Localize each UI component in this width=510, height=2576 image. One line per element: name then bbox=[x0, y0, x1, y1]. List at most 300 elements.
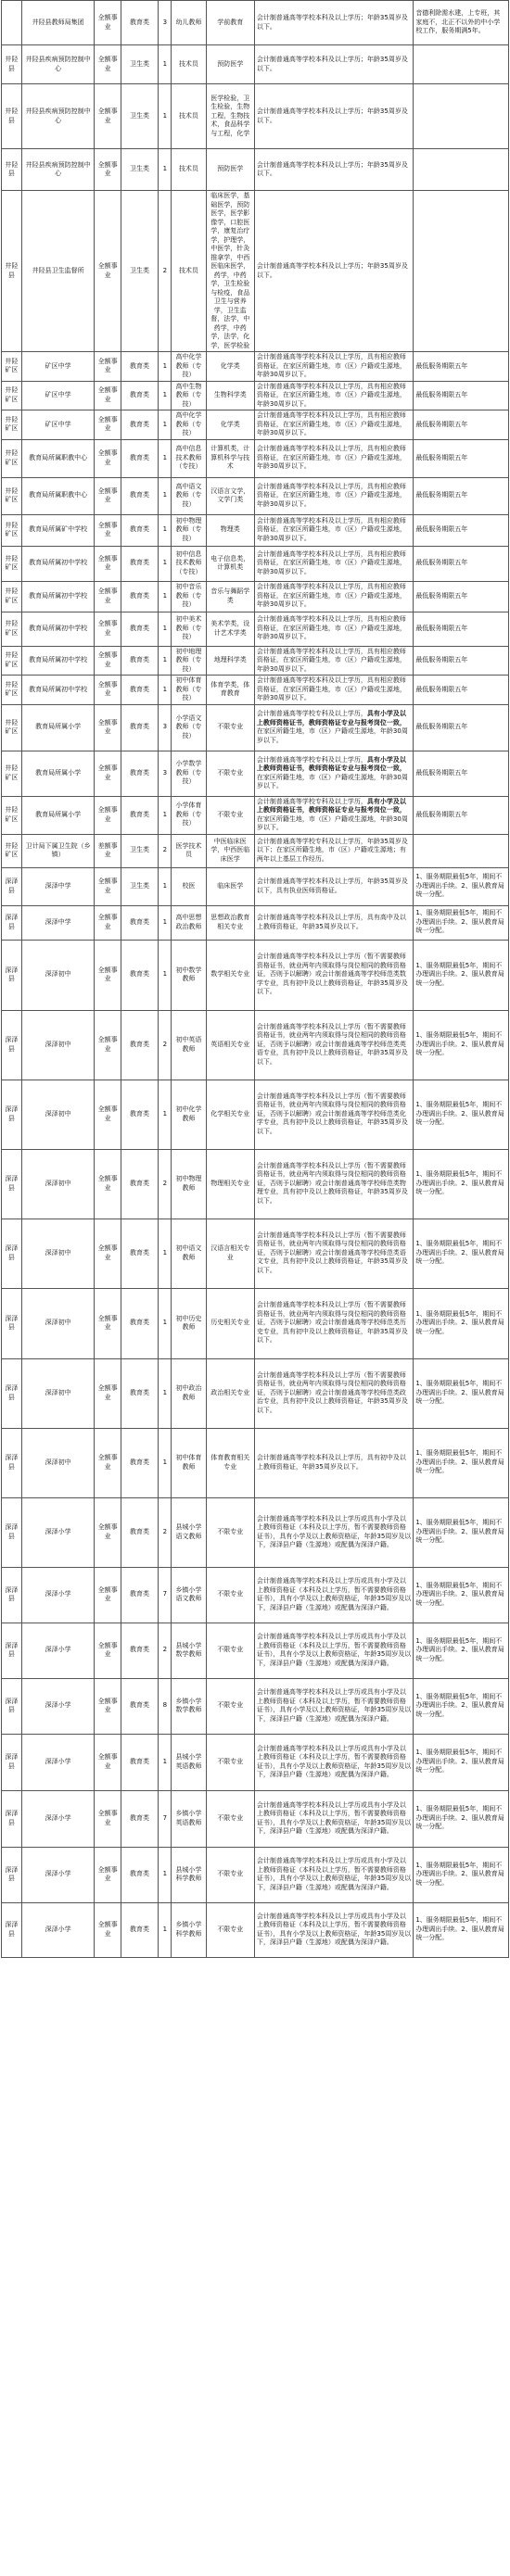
table-row bbox=[2, 796, 509, 834]
cell-nature: 全额事业 bbox=[95, 1288, 121, 1358]
cell-num: 2 bbox=[159, 191, 172, 352]
cell-cond bbox=[254, 751, 413, 796]
cell-note: 1、服务期限最低5年，期间不办理调出手续。2、服从教育局统一分配。 bbox=[414, 1790, 509, 1847]
table-row bbox=[2, 477, 509, 514]
cell-unit: 矿区中学 bbox=[21, 381, 95, 410]
cond-text: 会计制普通高等学校本科及以上学历，具有初中及以上教师资格证，年龄35周岁及以下。 bbox=[256, 1454, 406, 1471]
cell-major: 数学相关专业 bbox=[206, 940, 254, 1010]
cell-cond bbox=[254, 676, 413, 705]
cell-region: 深泽县 bbox=[2, 905, 22, 940]
cell-major: 不限专业 bbox=[206, 1623, 254, 1678]
cell-major: 化学类 bbox=[206, 352, 254, 382]
cell-category: 教育类 bbox=[121, 1149, 158, 1219]
cell-major: 物理类 bbox=[206, 514, 254, 546]
cell-region: 深泽县 bbox=[2, 1219, 22, 1288]
cell-note: 1、服务期限最低5年，期间不办理调出手续。2、服从教育局统一分配。 bbox=[414, 1428, 509, 1497]
table-row bbox=[2, 1623, 509, 1678]
cell-category: 教育类 bbox=[121, 1080, 158, 1149]
cell-num: 1 bbox=[159, 84, 172, 149]
cond-text: 会计制普通高等学校本科及以上学历；年龄35周岁及以下。 bbox=[256, 107, 408, 124]
cond-text: 会计制普通高等学校本科及以上学历，具有相应教师资格证，在家区所籍生地，市（区）户籍或生源地，年龄30周岁以下。 bbox=[256, 583, 406, 609]
table-row bbox=[2, 410, 509, 440]
cell-num: 1 bbox=[159, 1080, 172, 1149]
cell-major: 美术学类，设计艺术学类 bbox=[206, 612, 254, 646]
cell-cond bbox=[254, 1678, 413, 1734]
cell-note bbox=[414, 834, 509, 867]
cell-major: 学前教育 bbox=[206, 1, 254, 45]
cell-unit: 教育局所属小学 bbox=[21, 751, 95, 796]
cell-nature: 全额事业 bbox=[95, 1219, 121, 1288]
cell-major: 不限专业 bbox=[206, 796, 254, 834]
cond-text: 会计制普通高等学校本科及以上学历，具有相应教师资格证，在家区所籍生地，市（区）户籍或生源地，年龄30周岁以下。 bbox=[256, 516, 406, 542]
cell-unit: 深泽初中 bbox=[21, 1080, 95, 1149]
cell-region: 深泽县 bbox=[2, 1790, 22, 1847]
cell-cond bbox=[254, 796, 413, 834]
cell-unit: 教育局所属小学 bbox=[21, 796, 95, 834]
cell-major: 医学检验，卫生检验，生物工程，生物技术，食品科学与工程，化学 bbox=[206, 84, 254, 149]
cond-text: 会计制普通高等学校本科及以上学历或具有小学及以上教师资格证（本科及以上学历，暂不需要教师资格证书），具有小学及以上教师资格证，年龄35周岁及以下，深泽县户籍（生源地）或配偶为深泽户籍。 bbox=[256, 1912, 412, 1946]
cell-region: 井陉县 bbox=[2, 84, 22, 149]
cell-cond bbox=[254, 834, 413, 867]
cell-region: 井陉矿区 bbox=[2, 410, 22, 440]
cell-unit: 深泽初中 bbox=[21, 1288, 95, 1358]
cell-post: 初中数学教师 bbox=[172, 940, 206, 1010]
cell-post: 高中化学教师（专技） bbox=[172, 410, 206, 440]
cell-major: 汉语言文学，文学门类 bbox=[206, 477, 254, 514]
cell-post: 小学体育教师（专技） bbox=[172, 796, 206, 834]
cell-cond bbox=[254, 1219, 413, 1288]
cell-note: 最低服务期限五年 bbox=[414, 439, 509, 477]
cell-region: 井陉矿区 bbox=[2, 546, 22, 581]
table-row bbox=[2, 1, 509, 45]
cell-cond bbox=[254, 45, 413, 84]
table-row bbox=[2, 1902, 509, 1957]
cell-category: 卫生类 bbox=[121, 45, 158, 84]
cell-region: 深泽县 bbox=[2, 1080, 22, 1149]
table-row bbox=[2, 646, 509, 676]
cond-text: 会计制普通高等学校本科及以上学历（暂不需要教师资格证书，就业两年内须取得与岗位相同的教师资格证，否则予以解聘）或会计制普通高等学校师范类化学专业，具有初中及以上教师资格证，年龄35周岁及以下。 bbox=[256, 1092, 408, 1135]
cell-nature: 全额事业 bbox=[95, 1149, 121, 1219]
cell-post: 初中音乐教师（专技） bbox=[172, 581, 206, 612]
cell-post: 乡镇小学科学教师 bbox=[172, 1902, 206, 1957]
table-row bbox=[2, 1010, 509, 1080]
cell-region: 深泽县 bbox=[2, 940, 22, 1010]
cell-post: 技术员 bbox=[172, 84, 206, 149]
cell-num: 7 bbox=[159, 1790, 172, 1847]
cell-unit: 矿区中学 bbox=[21, 410, 95, 440]
cell-region: 井陉县 bbox=[2, 149, 22, 191]
cell-category: 教育类 bbox=[121, 1219, 158, 1288]
table-row bbox=[2, 191, 509, 352]
cell-nature: 全额事业 bbox=[95, 905, 121, 940]
cell-num: 1 bbox=[159, 381, 172, 410]
cell-nature: 全额事业 bbox=[95, 410, 121, 440]
cell-note: 最低服务期限五年 bbox=[414, 352, 509, 382]
cell-note: 最低服务期限五年 bbox=[414, 546, 509, 581]
cell-num: 1 bbox=[159, 1358, 172, 1428]
cell-nature: 全额事业 bbox=[95, 45, 121, 84]
cell-category: 教育类 bbox=[121, 514, 158, 546]
cell-note: 1、服务期限最低5年，期间不办理调出手续。2、服从教育局统一分配。 bbox=[414, 1358, 509, 1428]
cell-post: 初中信息技术教师（专技） bbox=[172, 546, 206, 581]
cell-region: 井陉矿区 bbox=[2, 704, 22, 751]
cell-nature: 全额事业 bbox=[95, 1358, 121, 1428]
cell-major: 不限专业 bbox=[206, 1678, 254, 1734]
cond-text: 会计制普通高等学校本科及以上学历，具有高中及以上教师资格证，年龄35周岁及以下。 bbox=[256, 914, 406, 930]
cell-nature: 全额事业 bbox=[95, 646, 121, 676]
cell-post: 高中语文教师（专技） bbox=[172, 477, 206, 514]
cell-num: 1 bbox=[159, 940, 172, 1010]
cond-text: 会计制普通高等学校本科及以上学历；年龄35周岁及以下。 bbox=[256, 160, 408, 177]
cell-note: 1、服务期限最低5年，期间不办理调出手续。2、服从教育局统一分配。 bbox=[414, 940, 509, 1010]
cell-cond bbox=[254, 612, 413, 646]
cell-cond bbox=[254, 1847, 413, 1902]
cond-text: 会计制普通高等学校本科及以上学历，具有相应教师资格证，在家区所籍生地，市（区）户籍或生源地，年龄30周岁以下。 bbox=[256, 615, 406, 641]
cell-region: 深泽县 bbox=[2, 1428, 22, 1497]
cell-note: 1、服务期限最低5年，期间不办理调出手续。2、服从教育局统一分配。 bbox=[414, 1623, 509, 1678]
cell-unit: 教育局所属初中学校 bbox=[21, 676, 95, 705]
cell-num: 2 bbox=[159, 1149, 172, 1219]
cell-cond bbox=[254, 477, 413, 514]
cond-text: 会计制普通高等学校本科及以上学历（暂不需要教师资格证书，就业两年内须取得与岗位相同的教师资格证，否则予以解聘）或会计制普通高等学校师范类物理专业，具有初中及以上教师资格证，年龄35周岁及以下。 bbox=[256, 1161, 408, 1205]
cell-category: 教育类 bbox=[121, 381, 158, 410]
table-row bbox=[2, 1734, 509, 1790]
cell-nature: 全额事业 bbox=[95, 1623, 121, 1678]
cell-region: 井陉县 bbox=[2, 45, 22, 84]
table-row bbox=[2, 1288, 509, 1358]
cell-unit: 井陉县疾病预防控制中心 bbox=[21, 84, 95, 149]
cell-note: 1、服务期限最低5年，期间不办理调出手续。2、服从教育局统一分配。 bbox=[414, 1080, 509, 1149]
cond-text: 会计制普通高等学校本科及以上学历或具有小学及以上教师资格证（本科及以上学历，暂不需要教师资格证书），具有小学及以上教师资格证，年龄35周岁及以下，深泽县户籍（生源地）或配偶为深泽户籍。 bbox=[256, 1857, 412, 1891]
cell-nature: 全额事业 bbox=[95, 1790, 121, 1847]
cell-num: 1 bbox=[159, 676, 172, 705]
cell-num: 1 bbox=[159, 646, 172, 676]
table-row bbox=[2, 751, 509, 796]
table-row bbox=[2, 1678, 509, 1734]
cell-num: 1 bbox=[159, 1288, 172, 1358]
cell-category: 教育类 bbox=[121, 477, 158, 514]
cell-post: 小学语文教师（专技） bbox=[172, 704, 206, 751]
cell-region: 深泽县 bbox=[2, 1010, 22, 1080]
cell-note: 最低服务期限五年 bbox=[414, 581, 509, 612]
cell-nature: 全额事业 bbox=[95, 704, 121, 751]
table-row bbox=[2, 439, 509, 477]
cell-region: 井陉矿区 bbox=[2, 612, 22, 646]
cell-major: 不限专业 bbox=[206, 1734, 254, 1790]
cell-post: 医学技术员 bbox=[172, 834, 206, 867]
cell-note: 1、服务期限最低5年，期间不办理调出手续。2、服从教育局统一分配。 bbox=[414, 1219, 509, 1288]
cell-region: 井陉矿区 bbox=[2, 796, 22, 834]
cond-text: 会计制普通高等学校本科及以上学历（暂不需要教师资格证书，就业两年内须取得与岗位相同的教师资格证，否则予以解聘）或会计制普通高等学校师范类语文专业，具有初中及以上教师资格证，年龄35周岁及以下。 bbox=[256, 1231, 408, 1274]
cell-unit: 井陉县卫生监督所 bbox=[21, 191, 95, 352]
cell-num: 2 bbox=[159, 1010, 172, 1080]
cell-cond bbox=[254, 1358, 413, 1428]
table-row bbox=[2, 1790, 509, 1847]
cell-unit: 深泽小学 bbox=[21, 1497, 95, 1567]
cell-unit: 井陉县疾病预防控制中心 bbox=[21, 45, 95, 84]
cell-note: 1、服务期限最低5年，期间不办理调出手续。2、服从教育局统一分配。 bbox=[414, 1497, 509, 1567]
cell-nature: 全额事业 bbox=[95, 612, 121, 646]
cell-category: 教育类 bbox=[121, 1790, 158, 1847]
cell-cond bbox=[254, 940, 413, 1010]
cell-unit: 教育局所属小学 bbox=[21, 704, 95, 751]
cell-cond bbox=[254, 1149, 413, 1219]
cell-post: 初中政治教师 bbox=[172, 1358, 206, 1428]
cell-nature: 全额事业 bbox=[95, 381, 121, 410]
cell-region: 井陉矿区 bbox=[2, 439, 22, 477]
cond-text: 会计制普通高等学校本科及以上学历，具有相应教师资格证，在家区所籍生地，市（区）户籍或生源地，年龄30周岁以下。 bbox=[256, 482, 406, 508]
cell-major: 生物科学类 bbox=[206, 381, 254, 410]
cell-num: 1 bbox=[159, 1847, 172, 1902]
cell-unit: 深泽中学 bbox=[21, 867, 95, 905]
cell-unit: 矿区中学 bbox=[21, 352, 95, 382]
cell-major: 政治相关专业 bbox=[206, 1358, 254, 1428]
cell-category: 教育类 bbox=[121, 1497, 158, 1567]
cell-unit: 深泽小学 bbox=[21, 1902, 95, 1957]
cell-num: 1 bbox=[159, 612, 172, 646]
cell-nature: 全额事业 bbox=[95, 546, 121, 581]
cell-nature: 全额事业 bbox=[95, 352, 121, 382]
cell-post: 县城小学科学教师 bbox=[172, 1847, 206, 1902]
cell-region: 井陉矿区 bbox=[2, 477, 22, 514]
cell-major: 汉语言相关专业 bbox=[206, 1219, 254, 1288]
cell-post: 高中生物教师（专技） bbox=[172, 381, 206, 410]
cell-region: 深泽县 bbox=[2, 1358, 22, 1428]
cell-nature: 全额事业 bbox=[95, 581, 121, 612]
cell-post: 小学数学教师（专技） bbox=[172, 751, 206, 796]
cell-unit: 深泽小学 bbox=[21, 1623, 95, 1678]
cell-num: 1 bbox=[159, 867, 172, 905]
cond-tail-text: 在家区所籍生地，市（区）户籍或生源地，年龄30周岁以下。 bbox=[256, 727, 408, 744]
cell-num: 1 bbox=[159, 1902, 172, 1957]
cell-num: 1 bbox=[159, 546, 172, 581]
cell-cond bbox=[254, 1080, 413, 1149]
cell-note: 音德利除需水建，上专班，其家庭不，北正不以外的中小学校工作，服务期满5年。 bbox=[414, 1, 509, 45]
table-row bbox=[2, 940, 509, 1010]
cell-category: 教育类 bbox=[121, 704, 158, 751]
cell-post: 初中体育教师 bbox=[172, 1428, 206, 1497]
cell-post: 初中地理教师（专技） bbox=[172, 646, 206, 676]
cell-num: 1 bbox=[159, 45, 172, 84]
cell-note bbox=[414, 84, 509, 149]
cell-major: 不限专业 bbox=[206, 1790, 254, 1847]
cell-unit: 井陉县教师局集团 bbox=[21, 1, 95, 45]
cond-text: 会计制普通高等学校本科及以上学历，具有相应教师资格证，在家区所籍生地，市（区）户籍或生源地，年龄30周岁以下。 bbox=[256, 549, 406, 575]
recruitment-table bbox=[1, 0, 509, 1958]
cond-text: 会计制普通高等学校本科及以上学历或具有小学及以上教师资格证（本科及以上学历，暂不需要教师资格证书），具有小学及以上教师资格证，年龄35周岁及以下，深泽县户籍（生源地）或配偶为深泽户籍。 bbox=[256, 1800, 412, 1835]
cell-cond bbox=[254, 149, 413, 191]
cell-cond bbox=[254, 646, 413, 676]
cell-region: 井陉矿区 bbox=[2, 676, 22, 705]
table-row bbox=[2, 1219, 509, 1288]
cell-post: 高中思想政治教师 bbox=[172, 905, 206, 940]
cond-text: 会计制普通高等学校本科及以上学历（暂不需要教师资格证书，就业两年内须取得与岗位相同的教师资格证，否则予以解聘）或会计制普通高等学校师范类英语专业，具有初中及以上教师资格证，年龄35周岁及以下。 bbox=[256, 1022, 408, 1066]
cell-cond bbox=[254, 704, 413, 751]
cell-region: 井陉矿区 bbox=[2, 646, 22, 676]
cell-major: 英语相关专业 bbox=[206, 1010, 254, 1080]
cell-cond bbox=[254, 514, 413, 546]
cond-text: 会计制普通高等学校本科及以上学历或具有小学及以上教师资格证（本科及以上学历，暂不需要教师资格证书），具有小学及以上教师资格证，年龄35周岁及以下，深泽县户籍（生源地）或配偶为深泽户籍。 bbox=[256, 1514, 412, 1548]
cell-cond bbox=[254, 1010, 413, 1080]
cell-nature: 全额事业 bbox=[95, 439, 121, 477]
cond-text: 会计制普通高等学校本科及以上学历，具有相应教师资格证，在家区所籍生地，市（区）户籍或生源地，年龄30周岁以下。 bbox=[256, 411, 406, 436]
cell-category: 教育类 bbox=[121, 646, 158, 676]
table-row bbox=[2, 514, 509, 546]
cell-major: 不限专业 bbox=[206, 704, 254, 751]
table-row bbox=[2, 581, 509, 612]
cell-unit: 教育局所属初中学校 bbox=[21, 646, 95, 676]
cell-num: 3 bbox=[159, 1, 172, 45]
cell-post: 技术员 bbox=[172, 149, 206, 191]
cell-region bbox=[2, 1, 22, 45]
table-row bbox=[2, 834, 509, 867]
table-row bbox=[2, 546, 509, 581]
cell-category: 教育类 bbox=[121, 940, 158, 1010]
cond-text: 会计制普通高等学校本科及以上学历（暂不需要教师资格证书，就业两年内须取得与岗位相同的教师资格证，否则予以解聘）或会计制普通高等学校师范类数学专业，具有初中及以上教师资格证，年龄35周岁及以下。 bbox=[256, 953, 408, 996]
cell-cond bbox=[254, 1623, 413, 1678]
cell-nature: 全额事业 bbox=[95, 514, 121, 546]
cell-unit: 深泽初中 bbox=[21, 1358, 95, 1428]
cell-cond bbox=[254, 867, 413, 905]
cell-note bbox=[414, 191, 509, 352]
cell-note: 1、服务期限最低5年，期间不办理调出手续。2、服从教育局统一分配。 bbox=[414, 1734, 509, 1790]
cell-post: 初中美术教师（专技） bbox=[172, 612, 206, 646]
cell-post: 初中语文教师 bbox=[172, 1219, 206, 1288]
cond-text: 会计制普通高等学校专科及以上学历，年龄35周岁及以下；在家区所籍生地，市（区）户籍或生源地；有两年以上基层工作经历。 bbox=[256, 837, 408, 863]
cell-region: 井陉矿区 bbox=[2, 352, 22, 382]
cell-note: 最低服务期限五年 bbox=[414, 410, 509, 440]
cond-text: 会计制普通高等学校本科及以上学历或具有小学及以上教师资格证（本科及以上学历，暂不需要教师资格证书），具有小学及以上教师资格证，年龄35周岁及以下，深泽县户籍（生源地）或配偶为深泽户籍。 bbox=[256, 1577, 412, 1611]
cell-num: 2 bbox=[159, 1623, 172, 1678]
cell-category: 教育类 bbox=[121, 1567, 158, 1623]
cell-post: 初中英语教师 bbox=[172, 1010, 206, 1080]
table-row bbox=[2, 1847, 509, 1902]
cell-nature: 全额事业 bbox=[95, 1734, 121, 1790]
cell-cond bbox=[254, 581, 413, 612]
cell-nature: 全额事业 bbox=[95, 796, 121, 834]
cell-nature: 全额事业 bbox=[95, 867, 121, 905]
table-row bbox=[2, 149, 509, 191]
cell-category: 教育类 bbox=[121, 751, 158, 796]
cell-note: 1、服务期限最低5年，期间不办理调出手续。2、服从教育局统一分配。 bbox=[414, 1149, 509, 1219]
cell-cond bbox=[254, 1428, 413, 1497]
cell-num: 1 bbox=[159, 439, 172, 477]
table-body bbox=[2, 1, 509, 1958]
cell-cond bbox=[254, 1497, 413, 1567]
cell-category: 卫生类 bbox=[121, 867, 158, 905]
cell-category: 教育类 bbox=[121, 612, 158, 646]
cell-category: 教育类 bbox=[121, 1010, 158, 1080]
cell-region: 井陉矿区 bbox=[2, 581, 22, 612]
cell-cond bbox=[254, 84, 413, 149]
cell-note: 最低服务期限五年 bbox=[414, 751, 509, 796]
cell-post: 初中物理教师（专技） bbox=[172, 514, 206, 546]
cell-num: 1 bbox=[159, 1219, 172, 1288]
cell-num: 1 bbox=[159, 477, 172, 514]
cell-major: 电子信息类，计算机类 bbox=[206, 546, 254, 581]
cell-note: 最低服务期限五年 bbox=[414, 704, 509, 751]
cond-bold-text: 具有小学及以上教师资格证书，教师资格证专业与报考岗位一致， bbox=[256, 797, 406, 814]
cell-major: 地理科学类 bbox=[206, 646, 254, 676]
cell-major: 临床医学，基础医学，预防医学，医学影像学，口腔医学，康复治疗学，护理学，中医学，针灸推拿学，中西医临床医学，药学，中药学，卫生检验与检疫，食品卫生与营养学，卫生监督，法学，中药学，中药学，法学，化学，医学检验 bbox=[206, 191, 254, 352]
cell-major: 体育学类，体育教育 bbox=[206, 676, 254, 705]
cell-cond bbox=[254, 381, 413, 410]
cond-tail-text: 在家区所籍生地，市（区）户籍或生源地，年龄30周岁以下。 bbox=[256, 773, 408, 789]
cell-category: 教育类 bbox=[121, 1428, 158, 1497]
cell-num: 1 bbox=[159, 514, 172, 546]
cell-major: 历史相关专业 bbox=[206, 1288, 254, 1358]
cell-major: 预防医学 bbox=[206, 149, 254, 191]
cell-nature: 全额事业 bbox=[95, 1497, 121, 1567]
cell-category: 卫生类 bbox=[121, 149, 158, 191]
cell-num: 7 bbox=[159, 1567, 172, 1623]
table-row bbox=[2, 612, 509, 646]
cell-post: 初中化学教师 bbox=[172, 1080, 206, 1149]
table-row bbox=[2, 1358, 509, 1428]
cell-category: 教育类 bbox=[121, 905, 158, 940]
cell-unit: 卫计局下属卫生院（乡镇） bbox=[21, 834, 95, 867]
cell-note: 最低服务期限五年 bbox=[414, 676, 509, 705]
cell-unit: 深泽初中 bbox=[21, 1428, 95, 1497]
table-row bbox=[2, 1428, 509, 1497]
cell-region: 井陉矿区 bbox=[2, 381, 22, 410]
cell-post: 校医 bbox=[172, 867, 206, 905]
cell-nature: 全额事业 bbox=[95, 149, 121, 191]
cell-nature: 全额事业 bbox=[95, 1902, 121, 1957]
cell-major: 中医临床医学，中西医临床医学 bbox=[206, 834, 254, 867]
cell-cond bbox=[254, 352, 413, 382]
table-row bbox=[2, 352, 509, 382]
cell-major: 化学相关专业 bbox=[206, 1080, 254, 1149]
cond-text: 会计制普通高等学校本科及以上学历或具有小学及以上教师资格证（本科及以上学历，暂不需要教师资格证书），具有小学及以上教师资格证，年龄35周岁及以下，深泽县户籍（生源地）或配偶为深泽户籍。 bbox=[256, 1633, 412, 1667]
cell-note bbox=[414, 45, 509, 84]
cell-post: 县城小学语文教师 bbox=[172, 1497, 206, 1567]
cell-unit: 教育局所属初中学校 bbox=[21, 546, 95, 581]
cell-unit: 深泽初中 bbox=[21, 1010, 95, 1080]
cell-major: 不限专业 bbox=[206, 1902, 254, 1957]
cell-post: 初中历史教师 bbox=[172, 1288, 206, 1358]
cell-major: 不限专业 bbox=[206, 1847, 254, 1902]
cell-unit: 深泽小学 bbox=[21, 1734, 95, 1790]
cell-unit: 深泽小学 bbox=[21, 1678, 95, 1734]
cell-category: 教育类 bbox=[121, 352, 158, 382]
cell-nature: 全额事业 bbox=[95, 676, 121, 705]
cell-nature: 全额事业 bbox=[95, 1080, 121, 1149]
cell-nature: 全额事业 bbox=[95, 1678, 121, 1734]
cond-text: 会计制普通高等学校本科及以上学历（暂不需要教师资格证书，就业两年内须取得与岗位相同的教师资格证，否则予以解聘）或会计制普通高等学校师范类政治专业，具有初中及以上教师资格证，年龄35周岁及以下。 bbox=[256, 1370, 408, 1414]
cell-nature: 差额事业 bbox=[95, 834, 121, 867]
cell-num: 8 bbox=[159, 1678, 172, 1734]
cell-cond bbox=[254, 1902, 413, 1957]
cell-note: 1、服务期限最低5年，期间不办理调出手续。2、服从教育局统一分配。 bbox=[414, 1288, 509, 1358]
cell-category: 教育类 bbox=[121, 1623, 158, 1678]
cell-cond bbox=[254, 905, 413, 940]
cell-nature: 全额事业 bbox=[95, 1010, 121, 1080]
cell-category: 教育类 bbox=[121, 1, 158, 45]
cond-text: 会计制普通高等学校本科及以上学历；年龄35周岁及以下。 bbox=[256, 14, 408, 31]
cond-text: 会计制普通高等学校本科及以上学历，年龄35周岁及以下，具有执业医师资格证。 bbox=[256, 878, 408, 894]
cell-note: 最低服务期限五年 bbox=[414, 646, 509, 676]
cell-num: 2 bbox=[159, 1497, 172, 1567]
cell-post: 县城小学英语教师 bbox=[172, 1734, 206, 1790]
cell-num: 1 bbox=[159, 149, 172, 191]
cell-major: 物理相关专业 bbox=[206, 1149, 254, 1219]
cell-category: 教育类 bbox=[121, 676, 158, 705]
cell-post: 初中物理教师 bbox=[172, 1149, 206, 1219]
cell-major: 音乐与舞蹈学类 bbox=[206, 581, 254, 612]
cell-nature: 全额事业 bbox=[95, 940, 121, 1010]
cell-category: 教育类 bbox=[121, 410, 158, 440]
